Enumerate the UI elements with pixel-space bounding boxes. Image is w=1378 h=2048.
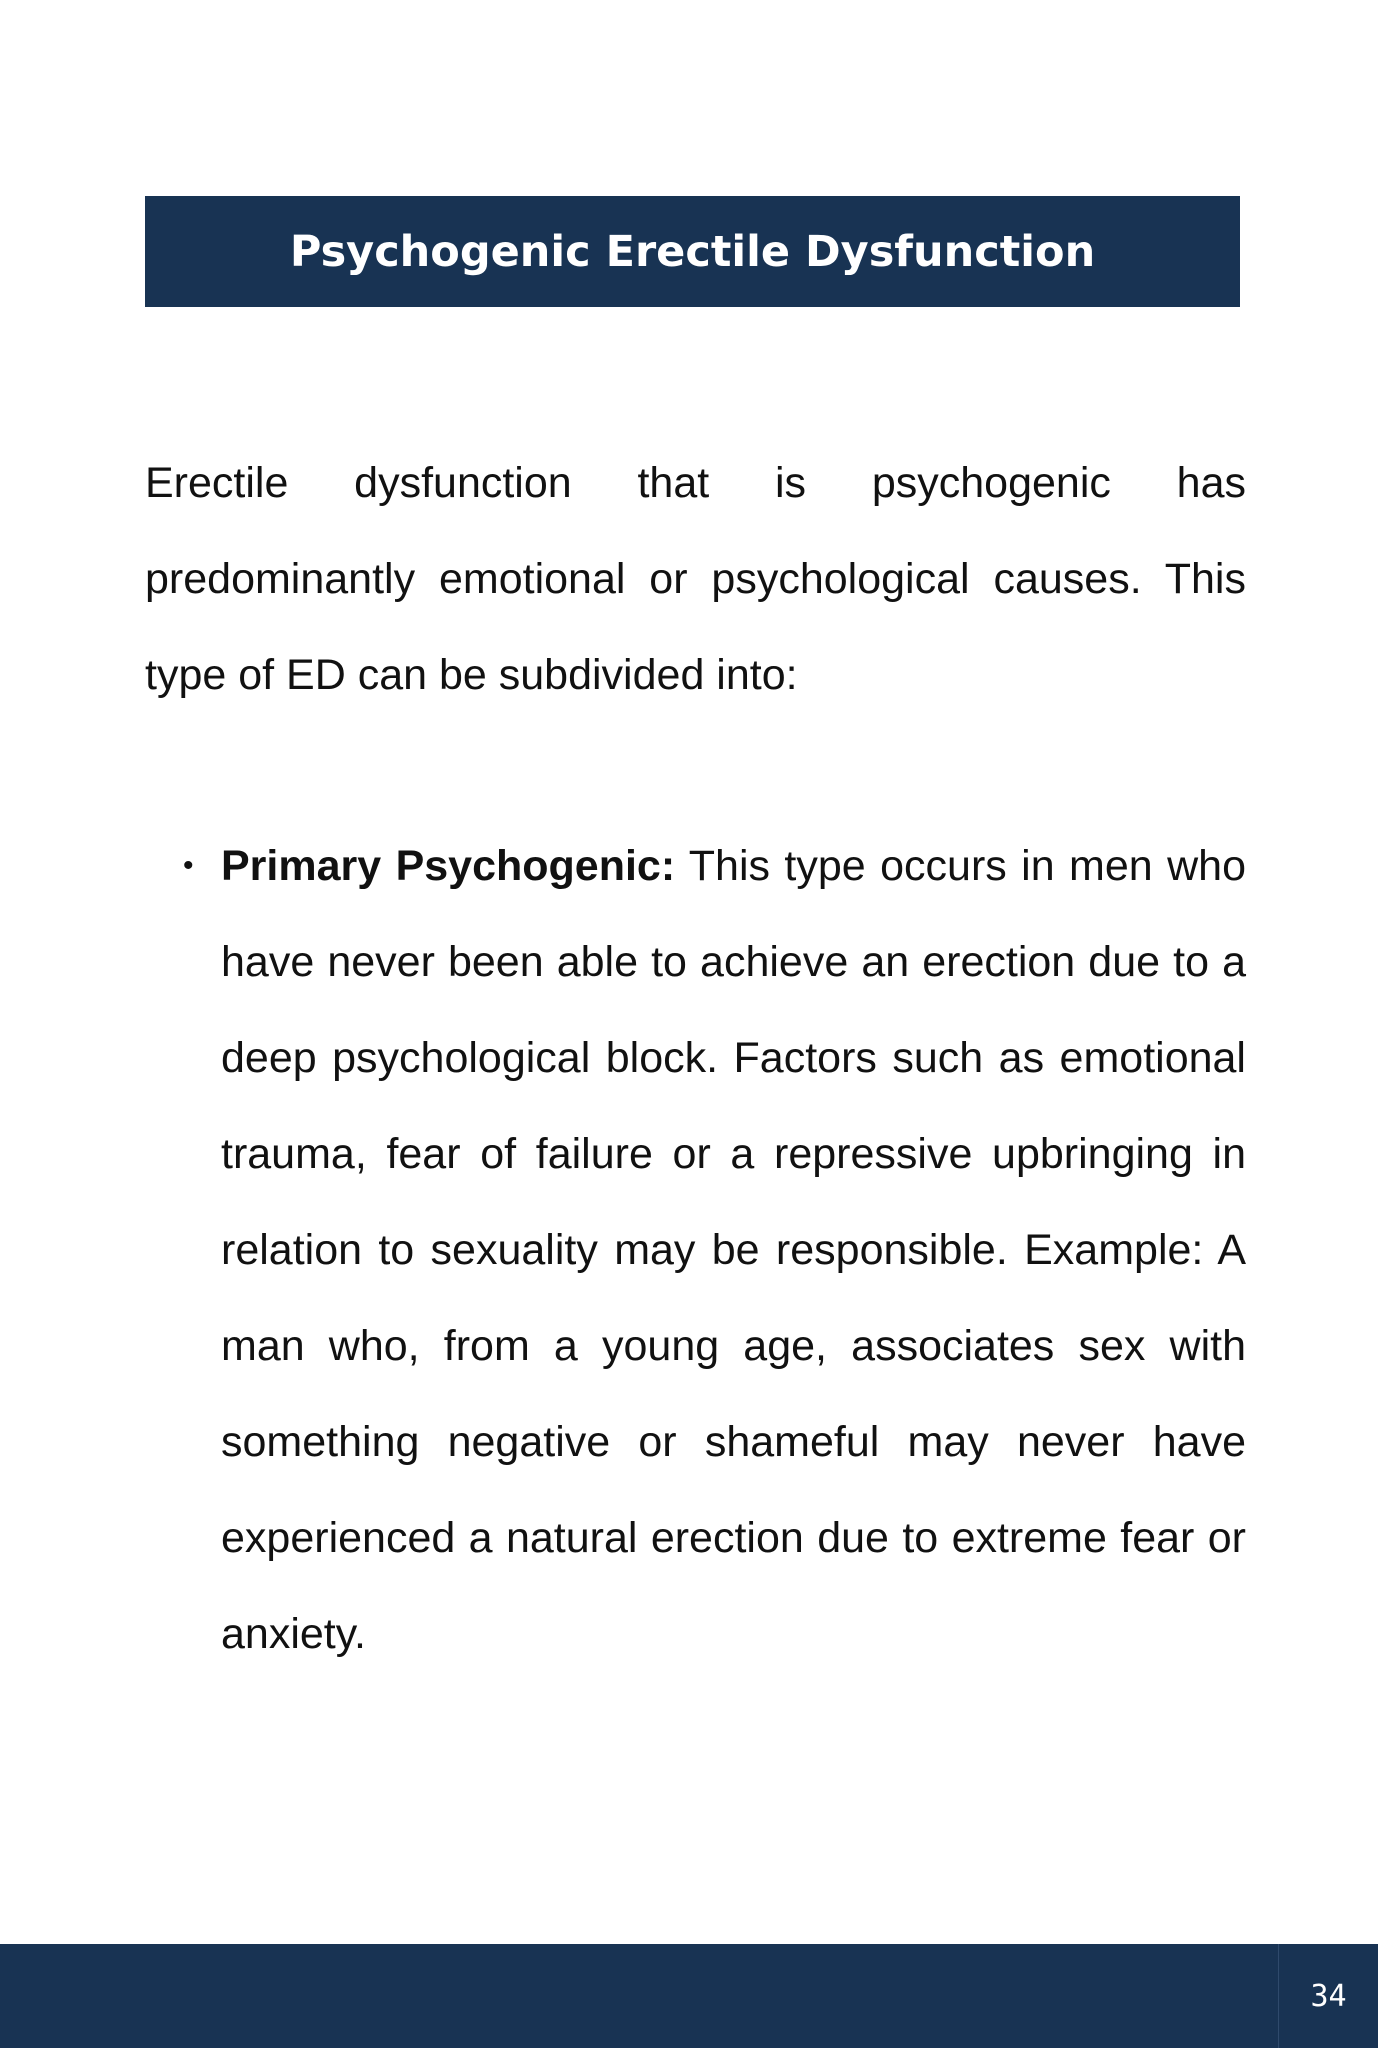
- list-item: [145, 818, 1246, 1682]
- bullet-term: Primary Psychogenic:: [221, 842, 676, 890]
- intro-paragraph: Erectile dysfunction that is psychogenic has predominantly emotional or psychological causes. This type of ED can be subdivided into:: [145, 459, 1246, 699]
- page-title: Psychogenic Erectile Dysfunction: [289, 226, 1096, 277]
- bullet-icon: •: [183, 849, 194, 882]
- subtype-list: [145, 818, 1246, 1682]
- section-title-bar: [145, 196, 1240, 307]
- page-number: 34: [1310, 1978, 1347, 2014]
- bullet-text: This type occurs in men who have never been able to achieve an erection due to a deep psychological block. Factors such as emotional trauma, fear of failure or a repressive upbringing in relation to sexuality may be responsible. Example: A man who, from a young age, associates sex with something negative or shameful may never have experienced a natural erection due to extreme fear or anxiety.: [221, 842, 1246, 1658]
- page-footer: [0, 1944, 1378, 2048]
